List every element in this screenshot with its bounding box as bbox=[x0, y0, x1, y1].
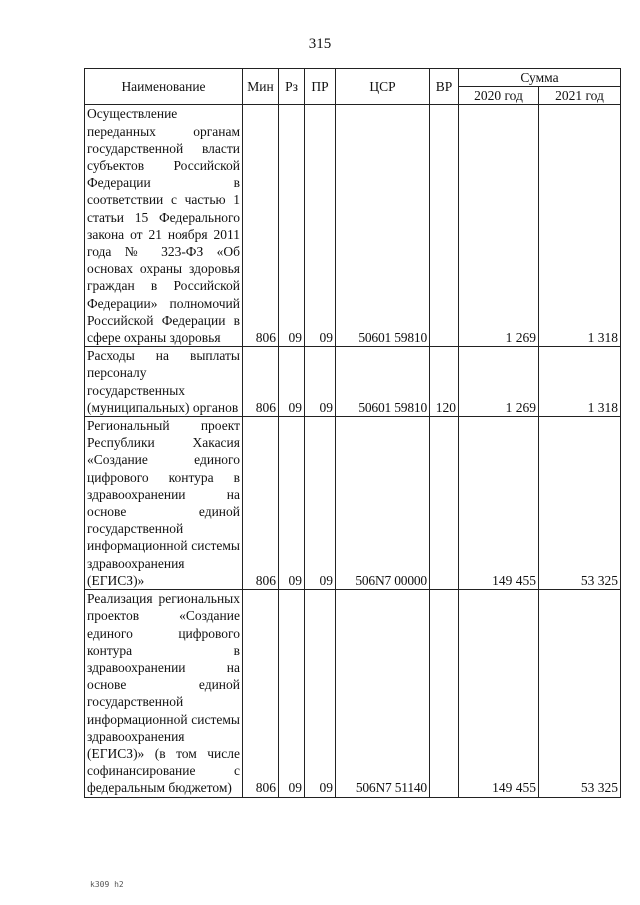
header-name: Наименование bbox=[85, 69, 243, 105]
footer-code: k309 h2 bbox=[90, 880, 124, 889]
row-sum-2021: 1 318 bbox=[539, 347, 621, 417]
budget-table bbox=[84, 68, 621, 798]
row-rz: 09 bbox=[279, 105, 305, 347]
header-year-2021: 2021 год bbox=[539, 87, 621, 105]
row-rz: 09 bbox=[279, 347, 305, 417]
row-name: Осуществление переданных органам государственной власти субъектов Российской Федерации в соответствии с частью 1 статьи 15 Федерального закона от 21 ноября 2011 года № 323-ФЗ «Об основах охраны здоровья граждан в Российской Федерации» полномочий Российской Федерации в сфере охраны здоровья bbox=[85, 105, 243, 347]
table-row bbox=[85, 417, 621, 590]
row-rz: 09 bbox=[279, 590, 305, 797]
row-name: Региональный проект Республики Хакасия «Создание единого цифрового контура в здравоохранении на основе единой государственной информационной системы здравоохранения (ЕГИСЗ)» bbox=[85, 417, 243, 590]
row-name: Реализация региональных проектов «Создание единого цифрового контура в здравоохранении на основе единой государственной информационной системы здравоохранения (ЕГИСЗ)» (в том числе софинансирование с федеральным бюджетом) bbox=[85, 590, 243, 797]
header-sum: Сумма bbox=[459, 69, 621, 87]
row-vr bbox=[430, 105, 459, 347]
row-sum-2021: 1 318 bbox=[539, 105, 621, 347]
row-name: Расходы на выплаты персоналу государственных (муниципальных) органов bbox=[85, 347, 243, 417]
table-row bbox=[85, 590, 621, 797]
row-csr: 50601 59810 bbox=[336, 105, 430, 347]
table-row bbox=[85, 347, 621, 417]
header-row bbox=[85, 69, 621, 87]
row-csr: 506N7 51140 bbox=[336, 590, 430, 797]
row-csr: 50601 59810 bbox=[336, 347, 430, 417]
row-min: 806 bbox=[243, 105, 279, 347]
page-number: 315 bbox=[308, 36, 332, 52]
table-row bbox=[85, 105, 621, 347]
header-csr: ЦСР bbox=[336, 69, 430, 105]
row-pr: 09 bbox=[305, 590, 336, 797]
row-pr: 09 bbox=[305, 347, 336, 417]
row-min: 806 bbox=[243, 590, 279, 797]
row-sum-2020: 149 455 bbox=[459, 590, 539, 797]
row-min: 806 bbox=[243, 417, 279, 590]
header-min: Мин bbox=[243, 69, 279, 105]
row-min: 806 bbox=[243, 347, 279, 417]
row-pr: 09 bbox=[305, 105, 336, 347]
row-sum-2020: 1 269 bbox=[459, 347, 539, 417]
row-csr: 506N7 00000 bbox=[336, 417, 430, 590]
row-vr: 120 bbox=[430, 347, 459, 417]
header-rz: Рз bbox=[279, 69, 305, 105]
header-pr: ПР bbox=[305, 69, 336, 105]
row-sum-2021: 53 325 bbox=[539, 417, 621, 590]
row-sum-2021: 53 325 bbox=[539, 590, 621, 797]
header-vr: ВР bbox=[430, 69, 459, 105]
row-sum-2020: 149 455 bbox=[459, 417, 539, 590]
row-pr: 09 bbox=[305, 417, 336, 590]
row-vr bbox=[430, 590, 459, 797]
row-sum-2020: 1 269 bbox=[459, 105, 539, 347]
row-vr bbox=[430, 417, 459, 590]
header-year-2020: 2020 год bbox=[459, 87, 539, 105]
row-rz: 09 bbox=[279, 417, 305, 590]
